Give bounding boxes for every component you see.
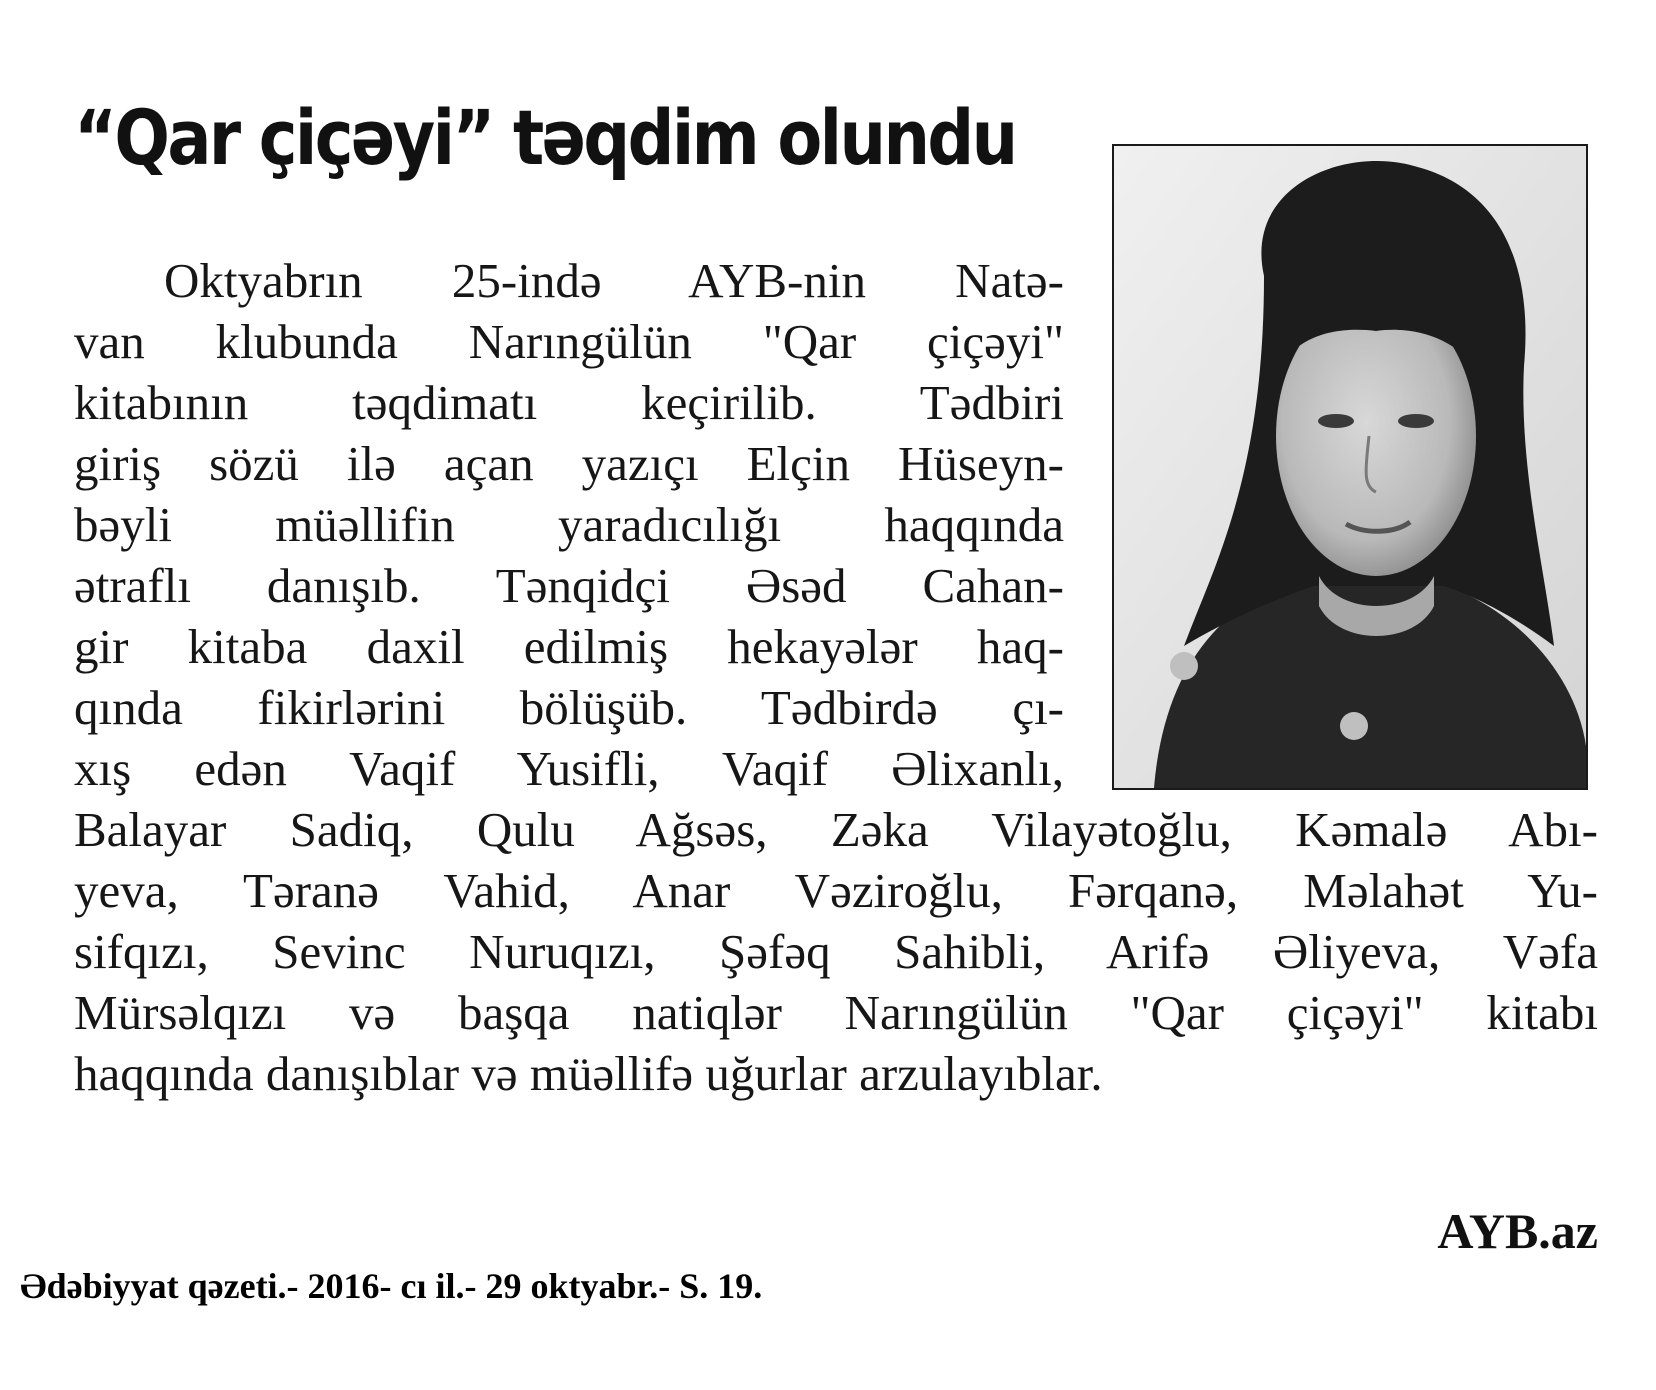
body-line: xış edən Vaqif Yusifli, Vaqif Əlixanlı, — [74, 741, 1064, 796]
publication-citation: Ədəbiyyat qəzeti.- 2016- cı il.- 29 oktyabr.- S. 19. — [20, 1266, 763, 1306]
body-line: bəyli müəllifin yaradıcılığı haqqında — [74, 497, 1064, 552]
body-line: yeva, Təranə Vahid, Anar Vəziroğlu, Fərqanə, Məlahət Yu- — [74, 863, 1598, 918]
body-line: haqqında danışıblar və müəllifə uğurlar arzulayıblar. — [74, 1046, 1103, 1101]
body-line: kitabının təqdimatı keçirilib. Tədbiri — [74, 375, 1064, 430]
body-line: giriş sözü ilə açan yazıçı Elçin Hüseyn- — [74, 436, 1064, 491]
body-line: Mürsəlqızı və başqa natiqlər Narıngülün "Qar çiçəyi" kitabı — [74, 985, 1598, 1040]
body-line: qında fikirlərini bölüşüb. Tədbirdə çı- — [74, 680, 1064, 735]
body-line: van klubunda Narıngülün "Qar çiçəyi" — [74, 314, 1064, 369]
body-line: Balayar Sadiq, Qulu Ağsəs, Zəka Vilayətoğlu, Kəmalə Abı- — [74, 802, 1598, 857]
article-source: AYB.az — [1437, 1203, 1598, 1259]
article-headline: “Qar çiçəyi” təqdim olundu — [74, 93, 1016, 182]
article-body — [74, 250, 1598, 1104]
body-line: sifqızı, Sevinc Nuruqızı, Şəfəq Sahibli, Arifə Əliyeva, Vəfa — [74, 924, 1598, 979]
body-line: gir kitaba daxil edilmiş hekayələr haq- — [74, 619, 1064, 674]
body-line: Oktyabrın 25-ində AYB-nin Natə- — [164, 253, 1064, 308]
body-line: ətraflı danışıb. Tənqidçi Əsəd Cahan- — [74, 558, 1064, 613]
